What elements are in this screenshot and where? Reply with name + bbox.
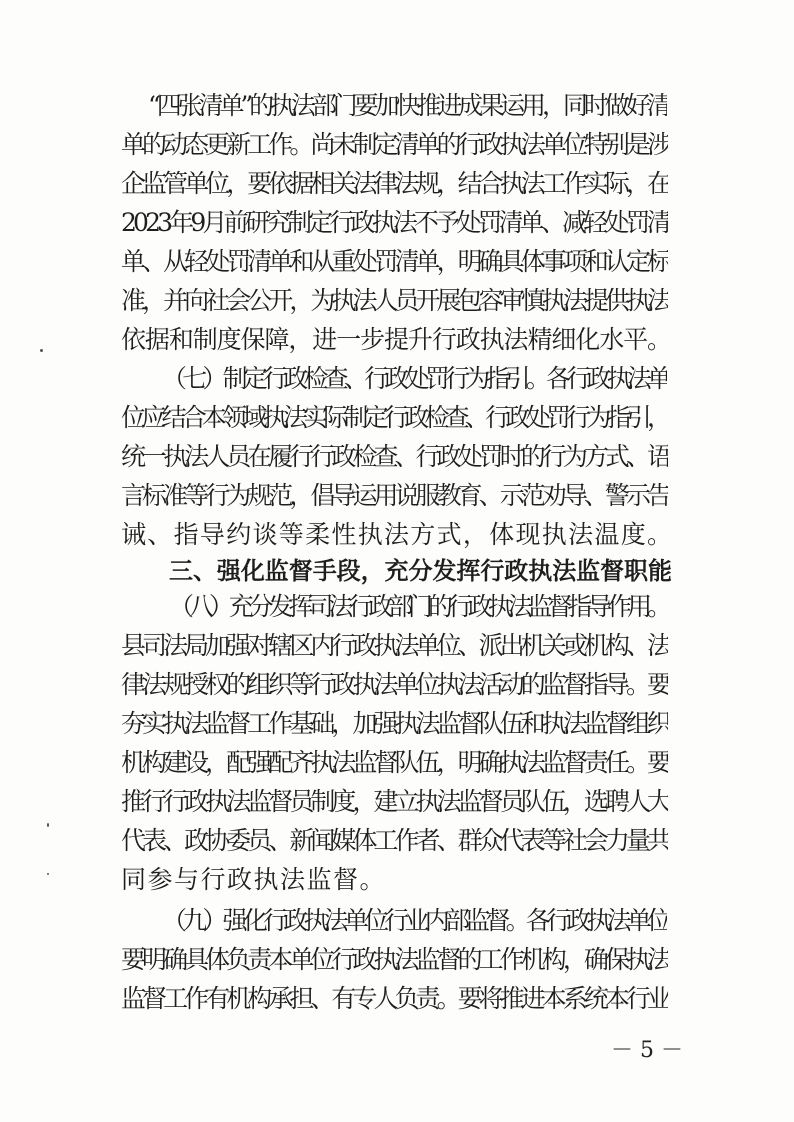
text-line: 机构建设，配强配齐执法监督队伍，明确执法监督责任。要 — [121, 748, 669, 777]
text-line: 监督工作有机构承担、有专人负责。要将推进本系统本行业 — [121, 984, 669, 1013]
scan-speck — [47, 823, 49, 827]
text-line: （八）充分发挥司法行政部门的行政执法监督指导作用。 — [169, 592, 668, 621]
text-line: 2023年9月前研究制定行政执法不予处罚清单、减轻处罚清 — [121, 208, 668, 237]
text-line: 位应结合本领域执法实际制定行政检查、行政处罚行为指引， — [121, 403, 668, 432]
text-line: 企监管单位，要依据相关法律法规，结合执法工作实际，在 — [121, 169, 669, 198]
text-line: 统一执法人员在履行行政检查、行政处罚时的行为方式、语 — [121, 442, 669, 471]
text-line: （七）制定行政检查、行政处罚行为指引。各行政执法单 — [162, 364, 668, 393]
text-line: 依据和制度保障，进一步提升行政执法精细化水平。 — [121, 325, 671, 354]
page-number: － 5 － — [611, 1038, 683, 1063]
text-line: 同参与行政执法监督。 — [121, 865, 387, 894]
scan-speck — [40, 349, 43, 352]
text-line: 言标准等行为规范，倡导运用说服教育、示范劝导、警示告 — [121, 481, 669, 510]
text-line: 夯实执法监督工作基础，加强执法监督队伍和执法监督组织 — [121, 709, 669, 738]
text-line: 县司法局加强对辖区内行政执法单位、派出机关或机构、法 — [121, 631, 669, 660]
section-heading: 三、强化监督手段，充分发挥行政执法监督职能 — [169, 557, 672, 585]
text-line: 诫、指导约谈等柔性执法方式，体现执法温度。 — [121, 520, 674, 549]
text-line: 要明确具体负责本单位行政执法监督的工作机构，确保执法 — [121, 945, 669, 974]
text-line: 准，并向社会公开，为执法人员开展包容审慎执法提供执法 — [121, 286, 669, 315]
text-line: 代表、政协委员、新闻媒体工作者、群众代表等社会力量共 — [121, 826, 669, 855]
text-line: 单、从轻处罚清单和从重处罚清单，明确具体事项和认定标 — [121, 247, 669, 276]
text-line: 律法规授权的组织等行政执法单位执法活动的监督指导。要 — [121, 670, 669, 699]
scan-speck — [47, 873, 49, 875]
text-line: 推行行政执法监督员制度，建立执法监督员队伍，选聘人大 — [121, 787, 669, 816]
text-line: “四张清单”的执法部门要加快推进成果运用，同时做好清 — [148, 91, 668, 120]
text-line: 单的动态更新工作。尚未制定清单的行政执法单位特别是涉 — [121, 130, 669, 159]
text-line: （九）强化行政执法单位行业内部监督。各行政执法单位 — [162, 906, 668, 935]
